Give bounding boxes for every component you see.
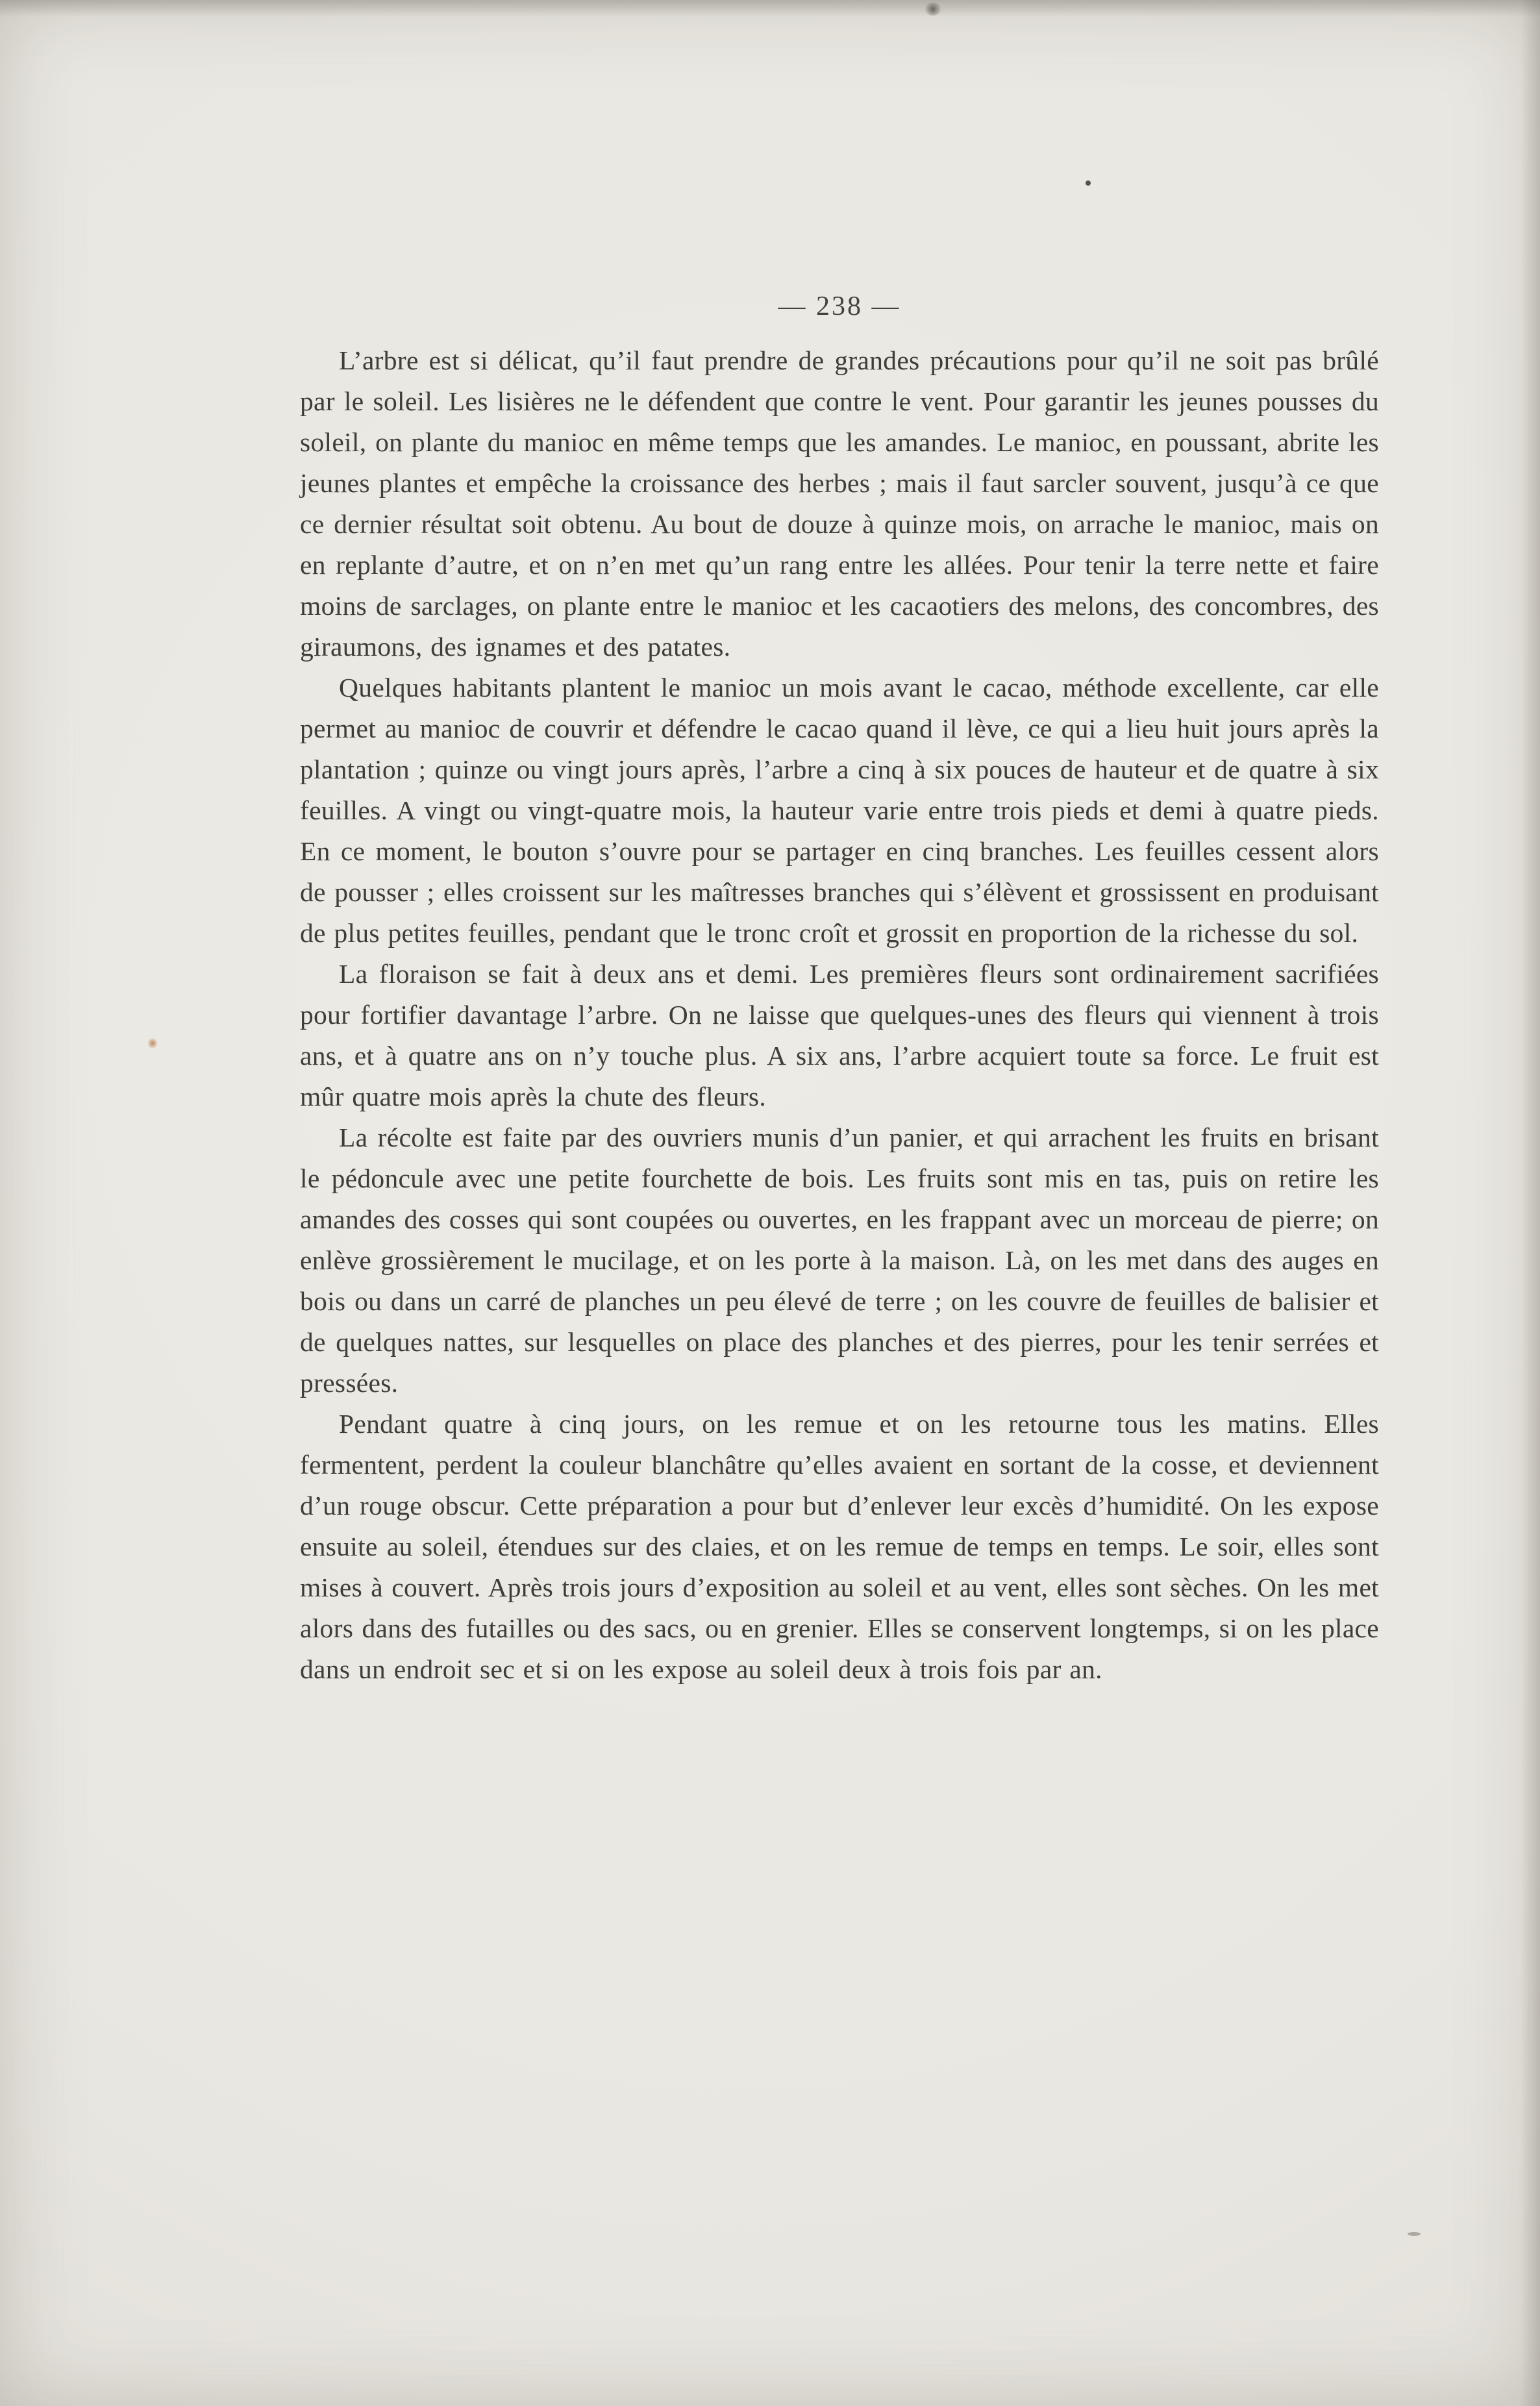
scan-edge-shadow-top [0, 0, 1540, 17]
scan-edge-shadow-right [1521, 0, 1540, 2406]
paragraph: La floraison se fait à deux ans et demi. Les premières fleurs sont ordinairement sacrifiées pour fortifier davantage l’arbre. On ne laisse que quelques-unes des fleurs qui viennent à trois ans, et à quatre ans on n’y touche plus. A six ans, l’arbre acquiert toute sa force. Le fruit est mûr quatre mois après la chute des fleurs. [300, 959, 1379, 1111]
body-text [300, 340, 1379, 1690]
scan-mark [1408, 2232, 1421, 2236]
page-number: — 238 — [778, 291, 901, 321]
scan-dot [1086, 180, 1091, 186]
scan-speck [148, 1037, 157, 1049]
scan-smudge [925, 3, 941, 16]
paragraph: L’arbre est si délicat, qu’il faut prendre de grandes précautions pour qu’il ne soit pas brûlé par le soleil. Les lisières ne le défendent que contre le vent. Pour garantir les jeunes pousses du soleil, on plante du manioc en même temps que les amandes. Le manioc, en poussant, abrite les jeunes plantes et empêche la croissance des herbes ; mais il faut sarcler souvent, jusqu’à ce que ce dernier résultat soit obtenu. Au bout de douze à quinze mois, on arrache le manioc, mais on en replante d’autre, et on n’en met qu’un rang entre les allées. Pour tenir la terre nette et faire moins de sarclages, on plante entre le manioc et les cacaotiers des melons, des concombres, des giraumons, des ignames et des patates. [300, 345, 1379, 662]
paragraph: La récolte est faite par des ouvriers munis d’un panier, et qui arrachent les fruits en brisant le pédoncule avec une petite fourchette de bois. Les fruits sont mis en tas, puis on retire les amandes des cosses qui sont coupées ou ouvertes, en les frappant avec un morceau de pierre; on enlève grossièrement le mucilage, et on les porte à la maison. Là, on les met dans des auges en bois ou dans un carré de planches un peu élevé de terre ; on les couvre de feuilles de balisier et de quelques nattes, sur lesquelles on place des planches et des pierres, pour les tenir serrées et pressées. [300, 1122, 1379, 1398]
paragraph: Quelques habitants plantent le manioc un mois avant le cacao, méthode excellente, car elle permet au manioc de couvrir et défendre le cacao quand il lève, ce qui a lieu huit jours après la plantation ; quinze ou vingt jours après, l’arbre a cinq à six pouces de hauteur et de quatre à six feuilles. A vingt ou vingt-quatre mois, la hauteur varie entre trois pieds et demi à quatre pieds. En ce moment, le bouton s’ouvre pour se partager en cinq branches. Les feuilles cessent alors de pousser ; elles croissent sur les maîtresses branches qui s’élèvent et grossissent en produisant de plus petites feuilles, pendant que le tronc croît et grossit en proportion de la richesse du sol. [300, 673, 1379, 948]
paragraph: Pendant quatre à cinq jours, on les remue et on les retourne tous les matins. Elles fermentent, perdent la couleur blanchâtre qu’elles avaient en sortant de la cosse, et deviennent d’un rouge obscur. Cette préparation a pour but d’enlever leur excès d’humidité. On les expose ensuite au soleil, étendues sur des claies, et on les remue de temps en temps. Le soir, elles sont mises à couvert. Après trois jours d’exposition au soleil et au vent, elles sont sèches. On les met alors dans des futailles ou des sacs, ou en grenier. Elles se conservent longtemps, si on les place dans un endroit sec et si on les expose au soleil deux à trois fois par an. [300, 1409, 1379, 1684]
page-content [300, 291, 1379, 1690]
